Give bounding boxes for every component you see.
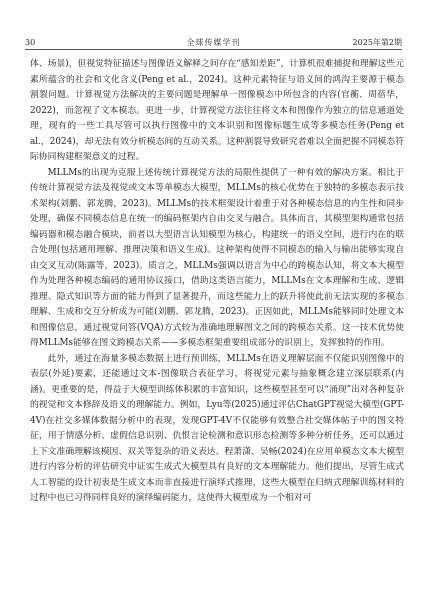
page-number: 30 (25, 38, 36, 47)
paragraph: MLLMs的出现为克服上述传统计算视觉方法的局限性提供了一种有效的解决方案。相比于传统计算视觉方法及视觉或文本等单模态大模型，MLLMs的核心优势在于独特的多模态表示技术架构(刘鹏、郭龙腾，2023)。MLLMs的技术框架设计着重于对各种模态信息的内生性和同步处理，确保不同模态信息在统一的编码框架内自由交叉与融合。具体而言，其模型架构通常包括编码器和模态融合模块，前者以大型语言认知模型为核心，构建统一的语义空间，进行内在的联合处理(包括通用理解、推理决策和语义生成)。这种架构使得不同模态的输入与输出能够实现自由交叉互动(陈露等，2023)。质言之，MLLMs强调以语言为中心的跨模态认知，将文本大模型作为处理各种模态编码的通用协议接口，借助这类语言能力，MLLMs在文本理解和生成、逻辑推理、隐式知识等方面的能力得到了显著提升，而这些能力上的跃升将使此前无法实现的多模态理解、生成和交互分析成为可能(刘鹏、郭龙腾，2023)。正因如此，MLLMs能够同时处理文本和图像信息，通过视觉问答(VQA)方式较为准确地理解图文之间的跨模态关系。这一技术优势使得MLLMs能够在图文跨模态关系——多模态框架重要组成部分的识别上，发挥独特的作用。 (30, 167, 404, 348)
journal-title: 全球传媒学刊 (186, 38, 241, 47)
issue-label: 2025年第2期 (352, 38, 402, 47)
paragraph: 此外，通过在海量多模态数据上进行预训练，MLLMs在语义理解层面不仅能识别图像中的表层(外延)要素，还能通过文本-图像联合表征学习，将视觉元素与抽象概念建立深层联系(内涵)。更重要的是，得益于大模型训练体积累的丰富知识，这些模型甚至可以“涌现”出对各种复杂的视觉和文本修辞及语义的理解能力。例如，Lyu等(2025)通过评估ChatGPT视觉大模型(GPT-4V)在社交多媒体数据分析中的表现，发现GPT-4V不仅能够有效整合社交媒体帖子中的图文特征，用于情感分析、虚假信息识别、仇恨言论检测和意识形态检测等多种分析任务，还可以通过上下文准确理解该模因、双关等复杂的语义表达。程萧潇、吴畅(2024)在应用单模态文本大模型进行内容分析的评估研究中证实生成式大模型具有良好的文本理解能力。他们提出，尽管生成式人工智能的设计初衷是生成文本而非直接进行演绎式推理，这些大模型在归纳式理解训练材料的过程中也已习得同样良好的演绎编码能力，这使得大模型成为一个相对可 (30, 353, 404, 503)
paragraph: 体、场景)，但视觉特征描述与图像语义解释之间存在“感知差距”，计算机很难捕捉和理解这些元素所蕴含的社会和文化含义(Peng et al.，2024)。这种元素特征与语义间的鸿沟主要源于模态割裂问题。计算视觉方法解决的主要问题是理解单一图像模态中所包含的内容(官蘅、周蓓华，2022)，而忽视了文本模态。更进一步，计算视觉方法往往将文本和图像作为独立的信息通道处理，现有的一些工具尽管可以执行图像中的文本识别和图像标题生成等多模态任务(Peng et al.，2024)，却无法有效分析模态间的互动关系。这种割裂导致研究者难以全面把握不同模态符际协同构建框架意义的过程。 (30, 59, 404, 162)
article-body (30, 57, 404, 507)
running-header (25, 37, 402, 50)
